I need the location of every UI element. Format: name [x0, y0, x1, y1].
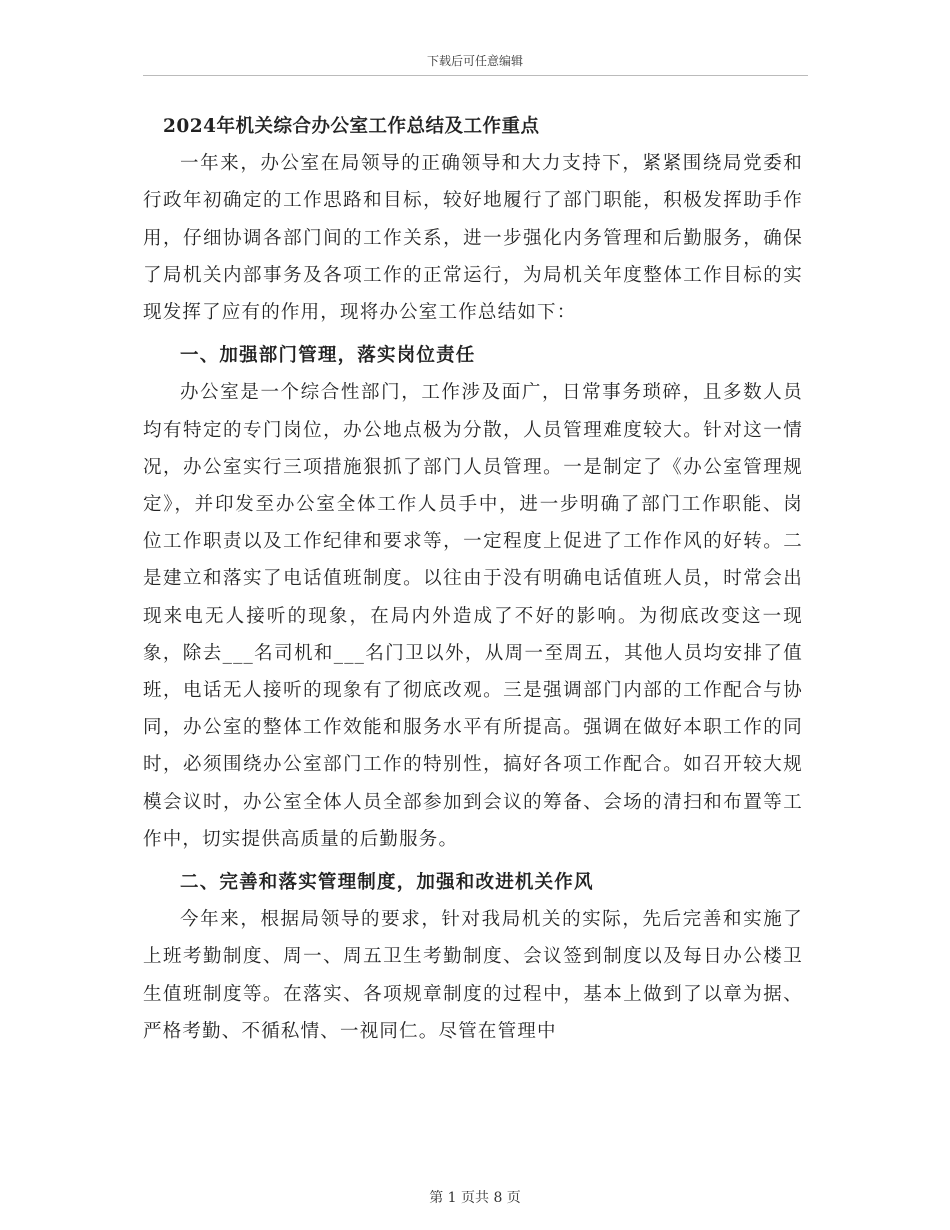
section-1-paragraph: 办公室是一个综合性部门，工作涉及面广，日常事务琐碎，且多数人员均有特定的专门岗位，办公地点极为分散，人员管理难度较大。针对这一情况，办公室实行三项措施狠抓了部门人员管理。一是制定了《办公室管理规定》，并印发至办公室全体工作人员手中，进一步明确了部门工作职能、岗位工作职责以及工作纪律和要求等，一定程度上促进了工作作风的好转。二是建立和落实了电话值班制度。以往由于没有明确电话值班人员，时常会出现来电无人接听的现象，在局内外造成了不好的影响。为彻底改变这一现象，除去___名司机和___名门卫以外，从周一至周五，其他人员均安排了值班，电话无人接听的现象有了彻底改观。三是强调部门内部的工作配合与协同，办公室的整体工作效能和服务水平有所提高。强调在做好本职工作的同时，必须围绕办公室部门工作的特别性，搞好各项工作配合。如召开较大规模会议时，办公室全体人员全部参加到会议的筹备、会场的清扫和布置等工作中，切实提供高质量的后勤服务。: [143, 382, 803, 850]
section-2-heading: 二、完善和落实管理制度，加强和改进机关作风: [180, 872, 594, 894]
page-header-note: 下载后可任意编辑: [426, 54, 523, 68]
document-title: 2024年机关综合办公室工作总结及工作重点: [163, 116, 540, 137]
header-divider: [143, 75, 808, 76]
page-footer-number: 第 1 页共 8 页: [429, 1190, 521, 1206]
section-1-heading: 一、加强部门管理，落实岗位责任: [180, 345, 476, 367]
document-body: [143, 108, 803, 1050]
intro-paragraph: 一年来，办公室在局领导的正确领导和大力支持下，紧紧围绕局党委和行政年初确定的工作思路和目标，较好地履行了部门职能，积极发挥助手作用，仔细协调各部门间的工作关系，进一步强化内务管理和后勤服务，确保了局机关内部事务及各项工作的正常运行，为局机关年度整体工作目标的实现发挥了应有的作用，现将办公室工作总结如下：: [143, 153, 803, 324]
section-2-paragraph: 今年来，根据局领导的要求，针对我局机关的实际，先后完善和实施了上班考勤制度、周一、周五卫生考勤制度、会议签到制度以及每日办公楼卫生值班制度等。在落实、各项规章制度的过程中，基本上做到了以章为据、严格考勤、不循私情、一视同仁。尽管在管理中: [143, 909, 803, 1042]
